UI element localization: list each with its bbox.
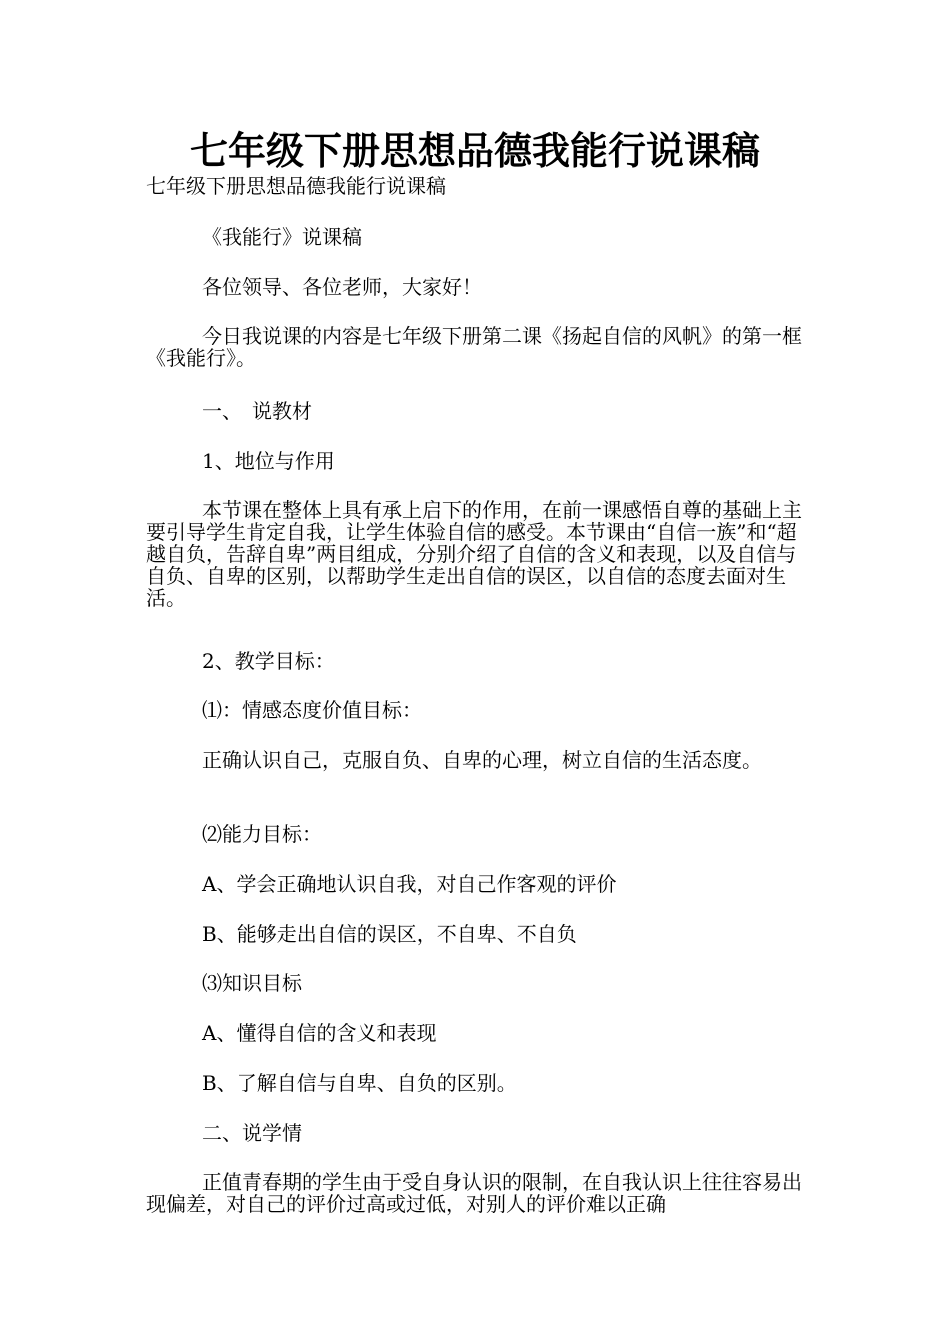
paragraph-greeting: 各位领导、各位老师，大家好！ xyxy=(202,275,482,299)
list-item-knowledge-b: B、了解自信与自卑、自负的区别。 xyxy=(202,1071,517,1095)
paragraph-students: 正值青春期的学生由于受自身认识的限制，在自我认识上往往容易出现偏差，对自己的评价过高或过低，对别人的评价难以正确 xyxy=(146,1170,802,1216)
document-title: 七年级下册思想品德我能行说课稿 xyxy=(189,128,760,173)
subheading-position-role: 1、地位与作用 xyxy=(202,449,335,473)
section-heading-textbook: 一、 说教材 xyxy=(202,399,312,423)
subheading-ability-goal: ⑵能力目标： xyxy=(202,822,322,846)
section-heading-students: 二、说学情 xyxy=(202,1121,302,1145)
paragraph-subtitle: 七年级下册思想品德我能行说课稿 xyxy=(146,174,446,198)
subheading-teaching-goals: 2、教学目标： xyxy=(202,649,335,673)
paragraph-position-role: 本节课在整体上具有承上启下的作用，在前一课感悟自尊的基础上主要引导学生肯定自我，让学生体验自信的感受。本节课由“自信一族”和“超越自负，告辞自卑”两目组成，分别介绍了自信的含义和表现，以及自信与自负、自卑的区别，以帮助学生走出自信的误区，以自信的态度去面对生活。 xyxy=(146,498,802,610)
paragraph-intro: 今日我说课的内容是七年级下册第二课《扬起自信的风帆》的第一框《我能行》。 xyxy=(146,324,802,370)
list-item-ability-b: B、能够走出自信的误区，不自卑、不自负 xyxy=(202,922,577,946)
paragraph-emotion-goal: 正确认识自己，克服自负、自卑的心理，树立自信的生活态度。 xyxy=(202,748,762,772)
list-item-ability-a: A、学会正确地认识自我，对自己作客观的评价 xyxy=(202,872,617,896)
subheading-emotion-goal: ⑴：情感态度价值目标： xyxy=(202,698,422,722)
list-item-knowledge-a: A、懂得自信的含义和表现 xyxy=(202,1021,437,1045)
subheading-knowledge-goal: ⑶知识目标 xyxy=(202,971,302,995)
paragraph-heading: 《我能行》说课稿 xyxy=(202,225,362,249)
